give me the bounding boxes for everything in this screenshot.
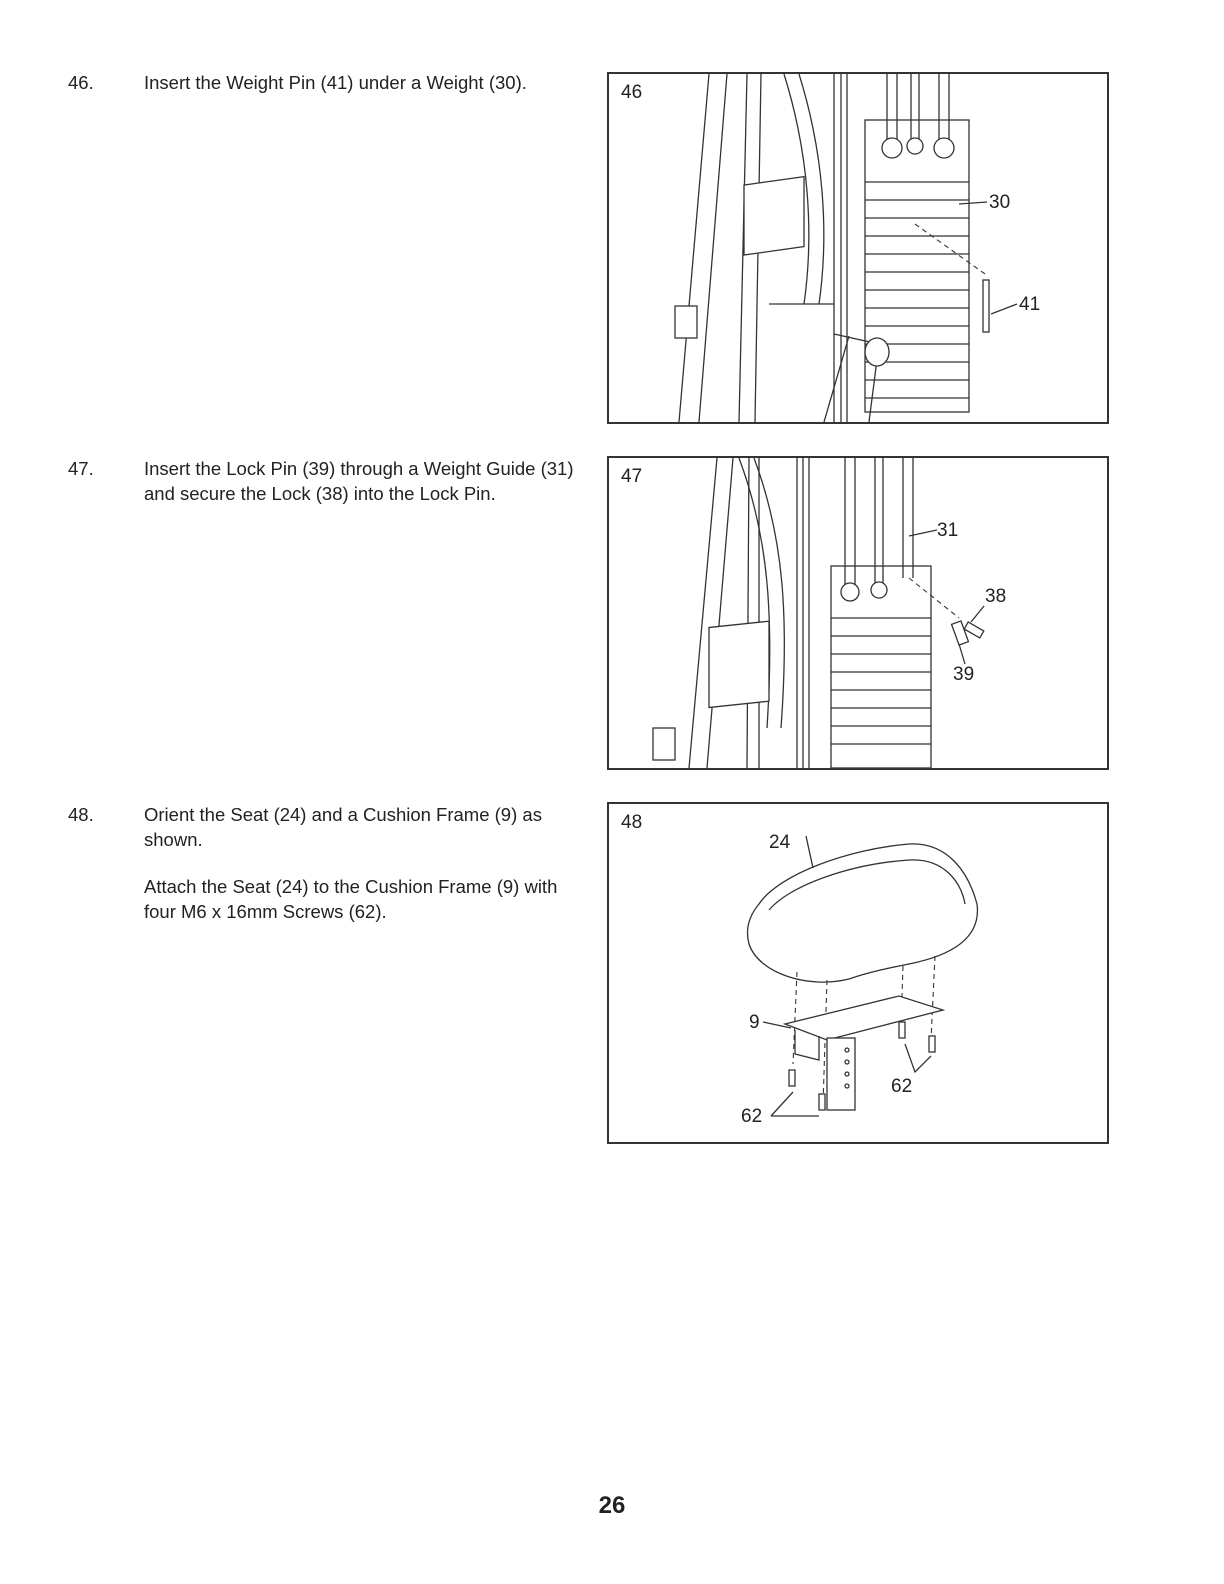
step-number: 47.	[68, 458, 94, 479]
callout-62-left: 62	[741, 1106, 763, 1127]
step-instruction: Insert the Weight Pin (41) under a Weight (30).	[144, 72, 527, 93]
figure-48	[607, 802, 1109, 1144]
callout-31: 31	[937, 520, 959, 541]
page-number: 26	[598, 1492, 626, 1519]
figure-46	[607, 72, 1109, 424]
callout-24: 24	[769, 832, 791, 853]
callout-38: 38	[985, 586, 1007, 607]
step-instruction-2: Attach the Seat (24) to the Cushion Frame (9) with four M6 x 16mm Screws (62).	[144, 876, 558, 922]
figure-46-illustration	[609, 74, 1107, 422]
step-instruction: Orient the Seat (24) and a Cushion Frame (9) as shown.	[144, 804, 542, 850]
figure-47	[607, 456, 1109, 770]
step-number: 46.	[68, 72, 94, 93]
callout-41: 41	[1019, 294, 1041, 315]
step-47-text	[68, 456, 576, 506]
callout-39: 39	[953, 664, 975, 685]
figure-number: 47	[621, 466, 643, 487]
callout-62-right: 62	[891, 1076, 913, 1097]
step-46-text	[68, 70, 576, 95]
callout-9: 9	[749, 1012, 760, 1033]
step-instruction: Insert the Lock Pin (39) through a Weight Guide (31) and secure the Lock (38) into the Lock Pin.	[144, 458, 574, 504]
figure-number: 48	[621, 812, 643, 833]
figure-47-illustration	[609, 458, 1107, 768]
figure-number: 46	[621, 82, 643, 103]
figure-48-illustration	[609, 804, 1107, 1142]
step-number: 48.	[68, 804, 94, 825]
callout-30: 30	[989, 192, 1011, 213]
step-48-text	[68, 802, 576, 924]
